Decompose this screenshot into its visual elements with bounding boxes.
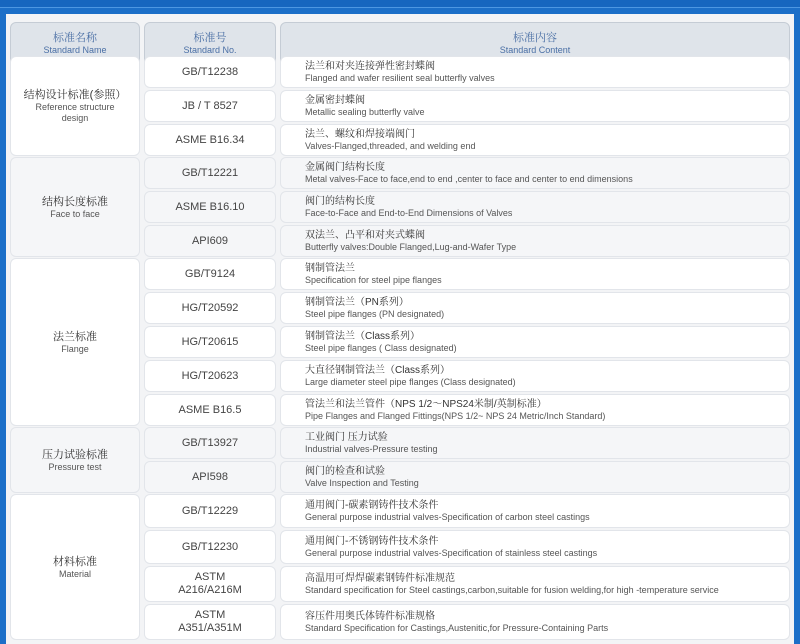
content-zh: 阀门的检查和试验	[305, 465, 385, 477]
standard-no-cell: ASME B16.10	[144, 191, 276, 223]
content-zh: 钢制管法兰	[305, 262, 355, 274]
content-zh: 高温用可焊焊碳素钢铸件标准规范	[305, 572, 455, 584]
content-en: Steel pipe flanges (PN designated)	[305, 308, 445, 319]
standard-content-cell	[280, 394, 790, 426]
group-material	[10, 494, 140, 640]
content-zh: 法兰、螺纹和焊接端阀门	[305, 128, 415, 140]
content-zh: 金属阀门结构长度	[305, 161, 385, 173]
standard-no-cell: GB/T9124	[144, 258, 276, 290]
content-zh: 阀门的结构长度	[305, 195, 375, 207]
header-standard-no-zh: 标准号	[193, 32, 227, 44]
group-name-en: Pressure test	[48, 461, 102, 472]
header-standard-name-en: Standard Name	[43, 45, 107, 55]
standard-no-cell: ASTM A216/A216M	[144, 566, 276, 602]
content-zh: 容压件用奥氏体铸件标准规格	[305, 610, 435, 622]
standard-no-cell: API598	[144, 461, 276, 493]
standards-table	[6, 14, 794, 644]
standard-content-cell	[280, 292, 790, 324]
group-name-zh: 法兰标准	[53, 330, 97, 343]
standard-content-cell	[280, 530, 790, 564]
standard-no-cell: HG/T20592	[144, 292, 276, 324]
top-bar	[0, 0, 800, 8]
group-name-zh: 材料标准	[53, 555, 97, 568]
standard-no-cell: GB/T12230	[144, 530, 276, 564]
content-en: Industrial valves-Pressure testing	[305, 443, 438, 454]
content-en: Valve Inspection and Testing	[305, 477, 419, 488]
group-name-zh: 压力试验标准	[42, 448, 108, 461]
content-zh: 法兰和对夹连接弹性密封蝶阀	[305, 60, 435, 72]
content-en: Butterfly valves:Double Flanged,Lug-and-Wafer Type	[305, 241, 517, 252]
standard-no-cell: ASME B16.34	[144, 124, 276, 156]
standard-content-cell	[280, 56, 790, 88]
content-en: General purpose industrial valves-Specification of stainless steel castings	[305, 547, 598, 558]
group-name-en: Reference structure design	[35, 102, 115, 123]
content-en: Specification for steel pipe flanges	[305, 274, 442, 285]
group-name-zh: 结构设计标准(参照）	[23, 89, 127, 101]
group-flange	[10, 258, 140, 426]
standard-no-cell: GB/T13927	[144, 427, 276, 459]
content-zh: 钢制管法兰（Class系列）	[305, 330, 421, 342]
content-en: Standard Specification for Castings,Austenitic,for Pressure-Containing Parts	[305, 622, 609, 633]
header-standard-content-zh: 标准内容	[513, 32, 557, 44]
content-zh: 钢制管法兰（PN系列）	[305, 296, 409, 308]
group-name-en: Face to face	[50, 208, 100, 219]
content-en: Pipe Flanges and Flanged Fittings(NPS 1/2~ NPS 24 Metric/Inch Standard)	[305, 410, 606, 421]
content-en: Standard specification for Steel castings,carbon,suitable for fusion welding,for high -temperature service	[305, 584, 719, 595]
standard-no-cell: GB/T12221	[144, 157, 276, 189]
content-zh: 工业阀门 压力试验	[305, 431, 388, 443]
content-zh: 金属密封蝶阀	[305, 94, 365, 106]
standard-no-cell: HG/T20615	[144, 326, 276, 358]
standard-content-cell	[280, 157, 790, 189]
content-en: Metal valves-Face to face,end to end ,center to face and center to end dimensions	[305, 173, 633, 184]
standard-no-cell: JB / T 8527	[144, 90, 276, 122]
standard-content-cell	[280, 427, 790, 459]
group-structure-design	[10, 56, 140, 156]
content-en: Valves-Flanged,threaded, and welding end	[305, 140, 476, 151]
content-en: Large diameter steel pipe flanges (Class designated)	[305, 376, 516, 387]
standard-content-cell	[280, 90, 790, 122]
group-name-en: Material	[58, 568, 91, 579]
standard-no-cell: ASTM A351/A351M	[144, 604, 276, 640]
standard-content-cell	[280, 566, 790, 602]
standard-no-cell: API609	[144, 225, 276, 257]
standard-no-cell: ASME B16.5	[144, 394, 276, 426]
header-standard-name-zh: 标准名称	[53, 32, 97, 44]
standard-content-cell	[280, 191, 790, 223]
group-name-zh: 结构长度标准	[42, 195, 108, 208]
group-pressure-test	[10, 427, 140, 493]
standard-content-cell	[280, 461, 790, 493]
content-zh: 通用阀门-碳素钢铸件技术条件	[305, 499, 439, 511]
standard-content-cell	[280, 326, 790, 358]
content-en: Face-to-Face and End-to-End Dimensions of Valves	[305, 207, 513, 218]
group-face-to-face	[10, 157, 140, 257]
standard-content-cell	[280, 258, 790, 290]
content-zh: 管法兰和法兰管件（NPS 1/2～NPS24米制/英制标准）	[305, 398, 547, 410]
standard-content-cell	[280, 360, 790, 392]
standard-no-cell: GB/T12229	[144, 494, 276, 528]
content-zh: 大直径钢制管法兰（Class系列）	[305, 364, 451, 376]
header-standard-content-en: Standard Content	[499, 45, 571, 55]
group-name-en: Flange	[61, 343, 89, 354]
content-zh: 双法兰、凸平和对夹式蝶阀	[305, 229, 425, 241]
standard-no-cell: HG/T20623	[144, 360, 276, 392]
content-zh: 通用阀门-不锈钢铸件技术条件	[305, 535, 439, 547]
content-en: Metallic sealing butterfly valve	[305, 106, 425, 117]
content-en: Flanged and wafer resilient seal butterfly valves	[305, 72, 495, 83]
content-en: General purpose industrial valves-Specification of carbon steel castings	[305, 511, 590, 522]
standard-no-cell: GB/T12238	[144, 56, 276, 88]
content-en: Steel pipe flanges ( Class designated)	[305, 342, 457, 353]
standard-content-cell	[280, 604, 790, 640]
header-standard-no-en: Standard No.	[183, 45, 237, 55]
standard-content-cell	[280, 124, 790, 156]
standard-content-cell	[280, 225, 790, 257]
standard-content-cell	[280, 494, 790, 528]
